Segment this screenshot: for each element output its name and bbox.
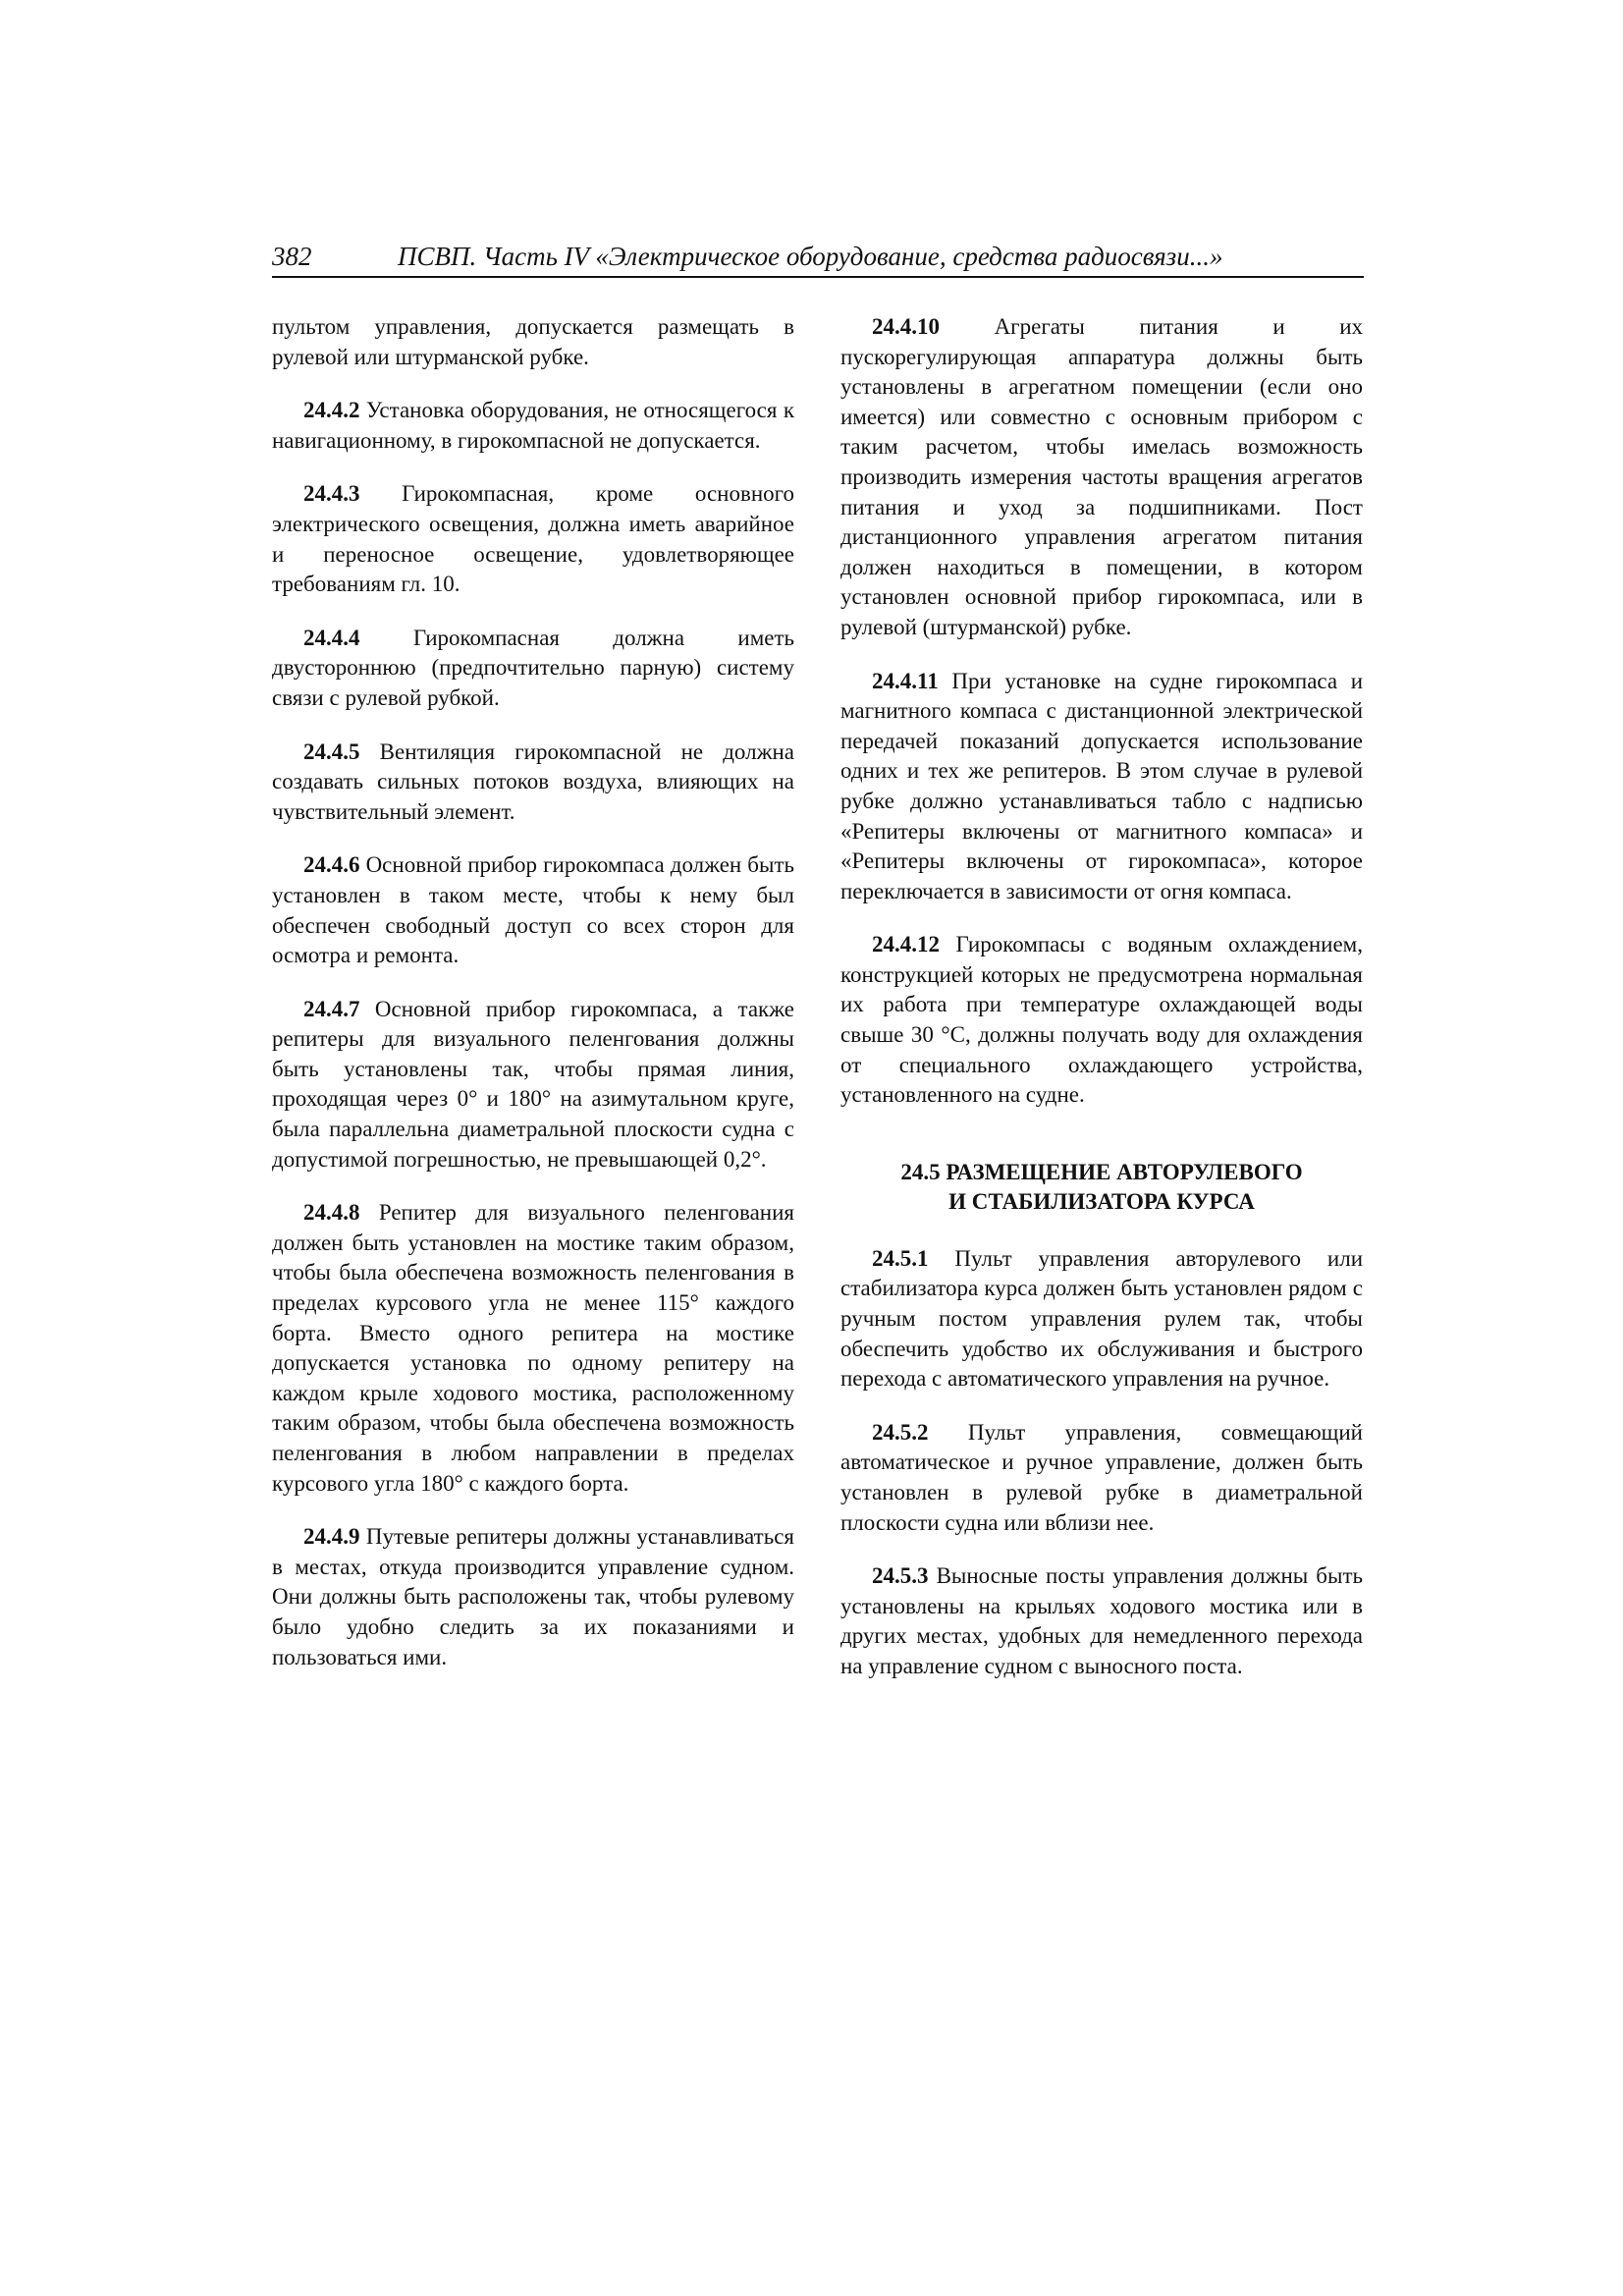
paragraph-text: Основной прибор гирокомпаса должен быть установлен в таком месте, чтобы к нему был обеспечен свободный доступ со всех сторон для осмотра и ремонта. <box>272 852 794 968</box>
section-heading <box>840 1158 1363 1217</box>
paragraph-text: Основной прибор гирокомпаса, а также репитеры для визуального пеленгования должны быть установлены так, чтобы прямая линия, проходящая через 0° и 180° на азимутальном круге, была параллельна диаметральной плоскости судна с допустимой погрешностью, не превышающей 0,2°. <box>272 996 794 1172</box>
paragraph-text: Гирокомпасы с водяным охлаждением, конструкцией которых не предусмотрена нормальная их работа при температуре охлаждающей воды свыше 30 °С, должны получать воду для охлаждения от специального охлаждающего устройства, установленного на судне. <box>840 932 1363 1108</box>
clause-number: 24.4.8 <box>303 1200 360 1226</box>
paragraph-text: Агрегаты питания и их пускорегулирующая аппаратура должны быть установлены в агрегатном помещении (если оно имеется) или совместно с основным прибором с таким расчетом, чтобы имелась возможность производить измерения частоты вращения агрегатов питания и уход за подшипниками. Пост дистанционного управления агрегатом питания должен находиться в помещении, в котором установлен основной прибор гирокомпаса, или в рулевой (штурманской) рубке. <box>840 314 1364 639</box>
paragraph-text: При установке на судне гирокомпаса и магнитного компаса с дистанционной электрической передачей показаний допускается использование одних и тех же репитеров. В этом случае в рулевой рубке должно устанавливаться табло с надписью «Репитеры включены от магнитного компаса» и «Репитеры включены от гирокомпаса», которое переключается в зависимости от огня компаса. <box>840 668 1363 903</box>
clause-number: 24.5.1 <box>872 1245 929 1271</box>
clause-number: 24.4.10 <box>872 314 940 339</box>
clause-number: 24.4.3 <box>303 481 360 507</box>
paragraph-text: Репитер для визуального пеленгования должен быть установлен на мостике таким образом, чтобы была обеспечена возможность пеленгования в пределах курсового угла не менее 115° каждого борта. Вместо одного репитера на мостике допускается установка по одному репитеру на каждом крыле ходового мостика, расположенному таким образом, чтобы была обеспечена возможность пеленгования в любом направлении в пределах курсового угла 180° с каждого борта. <box>272 1200 794 1496</box>
clause-number: 24.4.4 <box>303 625 360 650</box>
page-number: 382 <box>272 242 312 271</box>
clause-number: 24.5.2 <box>872 1419 929 1445</box>
clause-number: 24.4.11 <box>872 668 939 693</box>
paragraph-24-5-3 <box>840 1561 1363 1681</box>
paragraph-24-5-1 <box>840 1244 1363 1394</box>
clause-number: 24.4.12 <box>872 932 940 957</box>
paragraph-text: Гирокомпасная, кроме основного электрического освещения, должна иметь аварийное и переносное освещение, удовлетворяющее требованиям гл. 10. <box>272 481 795 597</box>
clause-number: 24.4.6 <box>303 852 360 878</box>
paragraph-24-4-3 <box>272 479 794 599</box>
left-column <box>272 312 794 1696</box>
paragraph-text: Вентиляция гирокомпасной не должна создавать сильных потоков воздуха, влияющих на чувствительный элемент. <box>272 738 795 824</box>
paragraph-text: пультом управления, допускается размещать в рулевой или штурманской рубке. <box>272 314 794 369</box>
clause-number: 24.4.2 <box>303 398 360 423</box>
paragraph-24-4-10 <box>840 312 1363 643</box>
paragraph-24-5-2 <box>840 1418 1363 1538</box>
clause-number: 24.4.9 <box>303 1524 360 1550</box>
paragraph-24-4-11 <box>840 667 1363 907</box>
clause-number: 24.4.7 <box>303 996 360 1021</box>
paragraph-text: Гирокомпасная должна иметь двустороннюю (предпочтительно парную) систему связи с рулевой рубкой. <box>272 625 794 710</box>
section-heading-line-1: 24.5 РАЗМЕЩЕНИЕ АВТОРУЛЕВОГО <box>900 1159 1303 1184</box>
paragraph-text: Выносные посты управления должны быть установлены на крыльях ходового мостика или в других местах, удобных для немедленного перехода на управление судном с выносного поста. <box>840 1563 1363 1678</box>
clause-number: 24.5.3 <box>872 1563 929 1589</box>
right-column <box>840 312 1363 1706</box>
paragraph-24-4-6 <box>272 850 794 970</box>
paragraph-24-4-9 <box>272 1522 794 1672</box>
paragraph-text: Установка оборудования, не относящегося к навигационному, в гирокомпасной не допускается. <box>272 398 795 453</box>
paragraph-24-4-5 <box>272 738 794 828</box>
paragraph-text: Пульт управления, совмещающий автоматическое и ручное управление, должен быть установлен в рулевой рубке в диаметральной плоскости судна или вблизи нее. <box>840 1419 1363 1535</box>
paragraph-24-4-4 <box>272 624 794 714</box>
paragraph-24-4-2 <box>272 396 794 456</box>
paragraph-text: Пульт управления авторулевого или стабилизатора курса должен быть установлен рядом с ручным постом управления рулем так, чтобы обеспечить удобство их обслуживания и быстрого перехода с автоматического управления на ручное. <box>840 1245 1363 1392</box>
paragraph-24-4-12 <box>840 930 1363 1111</box>
running-title: ПСВП. Часть IV «Электрическое оборудование, средства радиосвязи...» <box>398 242 1223 271</box>
page-header <box>272 241 1364 278</box>
section-heading-line-2: И СТАБИЛИЗАТОРА КУРСА <box>948 1188 1255 1214</box>
paragraph-24-4-8 <box>272 1198 794 1499</box>
paragraph-text: Путевые репитеры должны устанавливаться в местах, откуда производится управление судном. Они должны быть расположены так, чтобы рулевому было удобно следить за их показаниями и пользоваться ими. <box>272 1524 794 1669</box>
paragraph-24-4-7 <box>272 995 794 1175</box>
clause-number: 24.4.5 <box>303 738 360 764</box>
paragraph-continuation <box>272 312 794 372</box>
